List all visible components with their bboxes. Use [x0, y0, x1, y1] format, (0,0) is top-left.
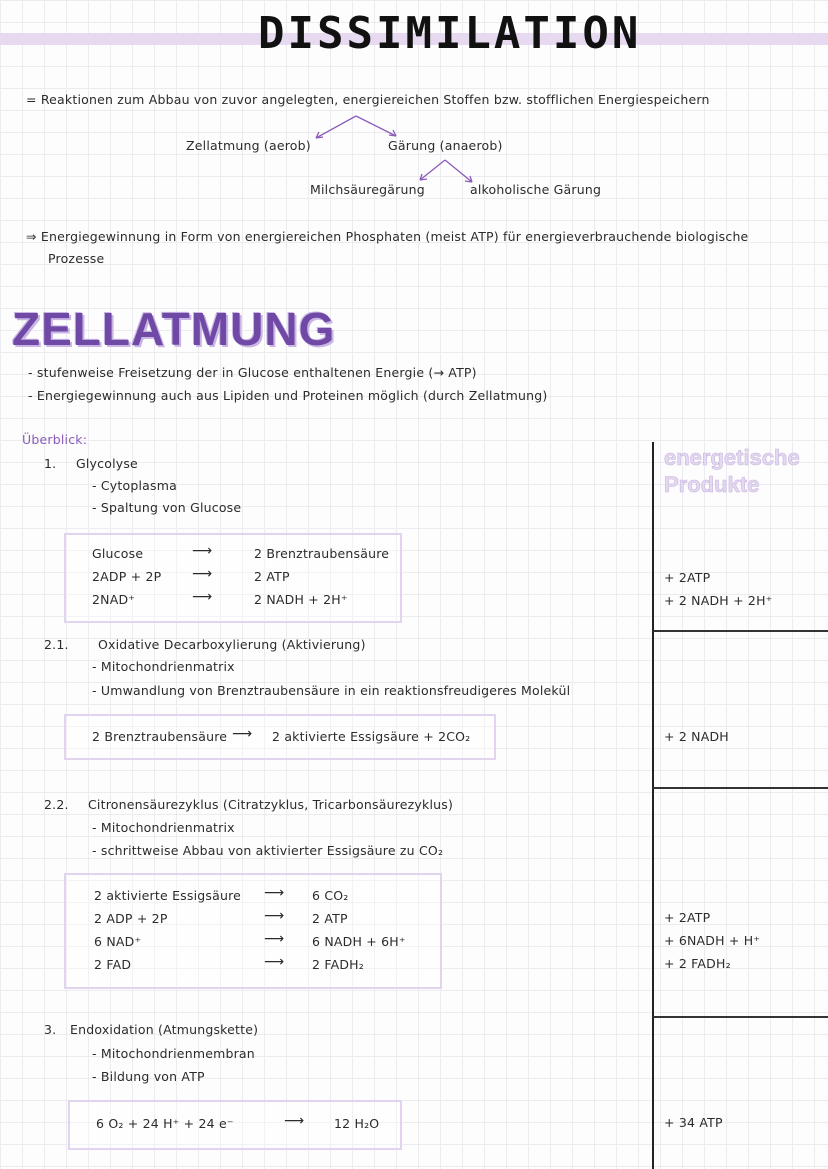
column-header: [664, 444, 800, 498]
reaction-endox-right: 12 H₂O: [334, 1116, 380, 1131]
reaction-glycolyse-r2-left: 2ADP + 2P: [92, 569, 162, 584]
definition-text: = Reaktionen zum Abbau von zuvor angelegten, energiereichen Stoffen bzw. stofflichen Energiespeichern: [26, 92, 710, 107]
step-3-bullet-1: - Mitochondrienmembran: [92, 1046, 255, 1061]
arrow-icon: ⟶: [264, 931, 285, 947]
branch-alkohol: alkoholische Gärung: [470, 182, 602, 197]
arrow-icon: ⟶: [264, 885, 285, 901]
column-header-line-1: energetische: [664, 445, 800, 470]
product-endox-1: + 34 ATP: [664, 1115, 723, 1130]
step-2-2-bullet-2: - schrittweise Abbau von aktivierter Essigsäure zu CO₂: [92, 843, 444, 858]
reaction-decarbox-right: 2 aktivierte Essigsäure + 2CO₂: [272, 729, 471, 744]
column-header-line-2: Produkte: [664, 472, 760, 497]
reaction-citrat-r1-right: 6 CO₂: [312, 888, 349, 903]
product-citrat-1: + 2ATP: [664, 910, 711, 925]
reaction-citrat-r2-right: 2 ATP: [312, 911, 348, 926]
product-glycolyse-1: + 2ATP: [664, 570, 711, 585]
result-line-2: Prozesse: [48, 251, 105, 266]
row-divider-2: [653, 787, 828, 789]
step-2-1-title: Oxidative Decarboxylierung (Aktivierung): [98, 637, 366, 652]
zellatmung-bullet-2: - Energiegewinnung auch aus Lipiden und Proteinen möglich (durch Zellatmung): [28, 388, 548, 403]
step-2-1-number: 2.1.: [44, 637, 69, 652]
step-3-title: Endoxidation (Atmungskette): [70, 1022, 259, 1037]
step-2-2-number: 2.2.: [44, 797, 69, 812]
arrow-icon: ⟶: [192, 543, 213, 559]
branch-arrow-sub-left: [420, 160, 445, 180]
branch-arrow-left: [316, 116, 356, 138]
reaction-glycolyse-r3-right: 2 NADH + 2H⁺: [254, 592, 348, 607]
step-1-bullet-2: - Spaltung von Glucose: [92, 500, 242, 515]
step-2-2-title: Citronensäurezyklus (Citratzyklus, Tricarbonsäurezyklus): [88, 797, 454, 812]
branch-arrows: [0, 0, 828, 200]
page-title: DISSIMILATION: [258, 8, 642, 59]
zellatmung-bullet-1: - stufenweise Freisetzung der in Glucose enthaltenen Energie (→ ATP): [28, 365, 477, 380]
arrow-icon: ⟶: [264, 908, 285, 924]
product-decarbox-1: + 2 NADH: [664, 729, 729, 744]
step-3-bullet-2: - Bildung von ATP: [92, 1069, 205, 1084]
product-glycolyse-2: + 2 NADH + 2H⁺: [664, 593, 773, 608]
arrow-icon: ⟶: [264, 954, 285, 970]
reaction-citrat-r3-right: 6 NADH + 6H⁺: [312, 934, 406, 949]
reaction-endox-left: 6 O₂ + 24 H⁺ + 24 e⁻: [96, 1116, 234, 1131]
row-divider-1: [653, 630, 828, 632]
branch-arrow-sub-right: [445, 160, 472, 182]
arrow-icon: ⟶: [192, 566, 213, 582]
section-title-zellatmung: ZELLATMUNG: [12, 303, 336, 355]
step-2-1-bullet-2: - Umwandlung von Brenztraubensäure in ein reaktionsfreudigeres Molekül: [92, 683, 571, 698]
step-3-number: 3.: [44, 1022, 57, 1037]
reaction-glycolyse-r1-left: Glucose: [92, 546, 144, 561]
reaction-citrat-r1-left: 2 aktivierte Essigsäure: [94, 888, 242, 903]
product-citrat-2: + 6NADH + H⁺: [664, 933, 761, 948]
reaction-citrat-r2-left: 2 ADP + 2P: [94, 911, 168, 926]
reaction-glycolyse-r2-right: 2 ATP: [254, 569, 290, 584]
reaction-glycolyse-r1-right: 2 Brenztraubensäure: [254, 546, 390, 561]
arrow-icon: ⟶: [284, 1113, 305, 1129]
arrow-icon: ⟶: [232, 726, 253, 742]
product-citrat-3: + 2 FADH₂: [664, 956, 731, 971]
branch-zellatmung: Zellatmung (aerob): [186, 138, 311, 153]
reaction-citrat-r3-left: 6 NAD⁺: [94, 934, 142, 949]
branch-arrow-right: [356, 116, 396, 136]
step-2-1-bullet-1: - Mitochondrienmatrix: [92, 659, 235, 674]
step-1-number: 1.: [44, 456, 57, 471]
column-divider: [652, 442, 654, 1169]
reaction-citrat-r4-left: 2 FAD: [94, 957, 132, 972]
row-divider-3: [653, 1016, 828, 1018]
step-1-bullet-1: - Cytoplasma: [92, 478, 177, 493]
step-2-2-bullet-1: - Mitochondrienmatrix: [92, 820, 235, 835]
reaction-citrat-r4-right: 2 FADH₂: [312, 957, 364, 972]
arrow-icon: ⟶: [192, 589, 213, 605]
step-1-title: Glycolyse: [76, 456, 138, 471]
overview-label: Überblick:: [22, 432, 88, 447]
reaction-glycolyse-r3-left: 2NAD⁺: [92, 592, 136, 607]
result-line-1: ⇒ Energiegewinnung in Form von energiereichen Phosphaten (meist ATP) für energieverbrauchende biologische: [26, 229, 749, 244]
branch-gaerung: Gärung (anaerob): [388, 138, 503, 153]
branch-milchsaeure: Milchsäuregärung: [310, 182, 425, 197]
reaction-decarbox-left: 2 Brenztraubensäure: [92, 729, 228, 744]
